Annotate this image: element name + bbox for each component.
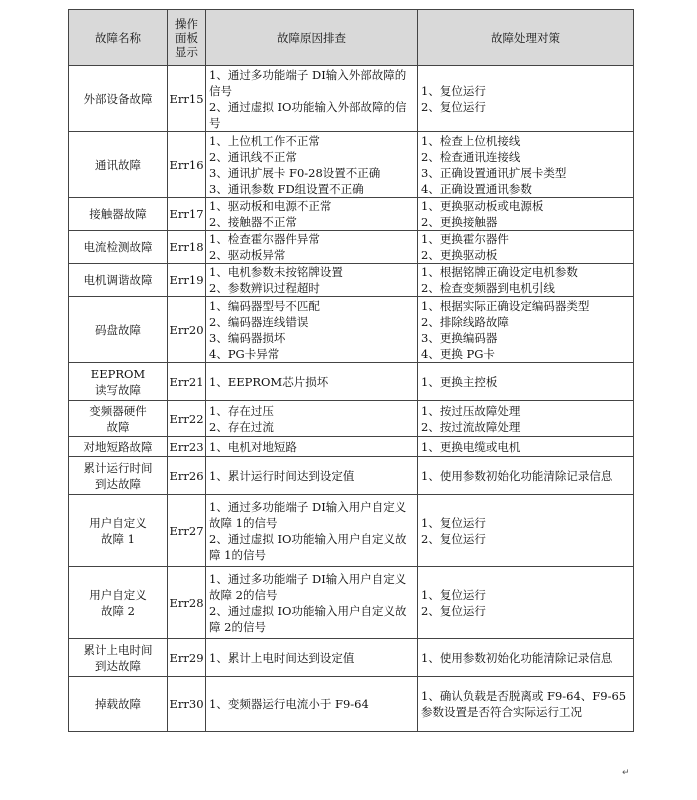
- fault-name-cell: [69, 66, 168, 132]
- solution-item: 1、复位运行: [421, 83, 486, 98]
- cause-cell: [206, 457, 418, 495]
- fault-name-cell: [69, 495, 168, 567]
- solution-item: 1、更换主控板: [421, 374, 498, 389]
- solution-cell: [418, 457, 634, 495]
- table-header-row: [69, 10, 634, 66]
- cause-item: 3、编码器损坏: [209, 330, 286, 345]
- solution-item: 1、更换驱动板或电源板: [421, 199, 544, 213]
- fault-name-cell: [69, 639, 168, 677]
- panel-code-cell: Err16: [168, 132, 206, 198]
- cause-item: 2、存在过流: [209, 419, 274, 434]
- cause-cell: [206, 198, 418, 231]
- solution-item: 3、正确设置通讯扩展卡类型: [421, 165, 567, 180]
- header-solution: 故障处理对策: [418, 10, 634, 66]
- cause-cell: [206, 66, 418, 132]
- fault-name-cell: [69, 457, 168, 495]
- fault-name-line: 到达故障: [95, 476, 141, 491]
- cause-cell: [206, 231, 418, 264]
- cause-item: 3、通讯扩展卡 F0-28设置不正确: [209, 165, 381, 180]
- solution-item: 1、更换电缆或电机: [421, 439, 521, 454]
- cause-item: 2、接触器不正常: [209, 215, 297, 229]
- solution-cell: [418, 437, 634, 457]
- solution-item: 2、复位运行: [421, 99, 486, 114]
- fault-name-cell: [69, 401, 168, 437]
- panel-code-cell: Err18: [168, 231, 206, 264]
- solution-cell: [418, 132, 634, 198]
- panel-code-cell: Err26: [168, 457, 206, 495]
- solution-cell: [418, 639, 634, 677]
- fault-name-line: 接触器故障: [89, 207, 147, 221]
- table-row: [69, 567, 634, 639]
- cause-item: 2、通过虚拟 IO功能输入外部故障的信号: [209, 99, 407, 130]
- cause-item: 1、通过多功能端子 DI输入用户自定义故障 2的信号: [209, 571, 407, 602]
- fault-name-line: 电机调谐故障: [83, 273, 153, 287]
- fault-name-line: 故障: [106, 419, 130, 434]
- fault-name-line: 掉载故障: [95, 697, 141, 711]
- fault-name-line: 读写故障: [95, 382, 141, 397]
- table-row: [69, 363, 634, 401]
- solution-cell: [418, 495, 634, 567]
- fault-name-cell: [69, 198, 168, 231]
- panel-code-cell: Err27: [168, 495, 206, 567]
- solution-cell: [418, 677, 634, 732]
- header-panel-display-line: 面板: [175, 30, 198, 45]
- table-row: [69, 401, 634, 437]
- fault-name-line: EEPROM: [90, 366, 146, 381]
- table-row: [69, 264, 634, 297]
- fault-name-cell: [69, 132, 168, 198]
- header-panel-display-line: 操作: [175, 16, 198, 31]
- solution-cell: [418, 401, 634, 437]
- panel-code-cell: Err19: [168, 264, 206, 297]
- paragraph-mark: ↵: [622, 768, 630, 778]
- solution-item: 1、按过压故障处理: [421, 403, 521, 418]
- table-row: [69, 677, 634, 732]
- cause-item: 2、驱动板异常: [209, 248, 286, 262]
- cause-item: 2、通过虚拟 IO功能输入用户自定义故障 2的信号: [209, 603, 407, 634]
- solution-item: 2、复位运行: [421, 603, 486, 618]
- table-body: [69, 66, 634, 732]
- fault-name-cell: [69, 264, 168, 297]
- table-row: [69, 639, 634, 677]
- cause-item: 1、累计运行时间达到设定值: [209, 468, 355, 483]
- solution-item: 2、按过流故障处理: [421, 419, 521, 434]
- solution-item: 2、更换接触器: [421, 215, 498, 229]
- fault-name-line: 累计运行时间: [83, 460, 153, 475]
- fault-name-line: 电流检测故障: [83, 240, 153, 254]
- fault-name-line: 对地短路故障: [83, 439, 153, 454]
- cause-item: 1、检查霍尔器件异常: [209, 232, 320, 246]
- solution-cell: [418, 567, 634, 639]
- panel-code-cell: Err17: [168, 198, 206, 231]
- header-panel-display-line: 显示: [175, 44, 198, 59]
- table-row: [69, 457, 634, 495]
- fault-name-cell: [69, 231, 168, 264]
- fault-name-cell: [69, 437, 168, 457]
- fault-name-line: 到达故障: [95, 658, 141, 673]
- solution-item: 3、更换编码器: [421, 330, 498, 345]
- cause-item: 2、通过虚拟 IO功能输入用户自定义故障 1的信号: [209, 531, 407, 562]
- solution-item: 2、检查通讯连接线: [421, 149, 521, 164]
- cause-item: 1、EEPROM芯片损坏: [209, 374, 329, 389]
- solution-item: 1、复位运行: [421, 515, 486, 530]
- panel-code-cell: Err29: [168, 639, 206, 677]
- table-row: [69, 297, 634, 363]
- fault-name-line: 外部设备故障: [83, 91, 153, 106]
- fault-name-cell: [69, 677, 168, 732]
- cause-item: 3、通讯参数 FD组设置不正确: [209, 181, 364, 196]
- cause-item: 4、PG卡异常: [209, 346, 280, 361]
- panel-code-cell: Err21: [168, 363, 206, 401]
- solution-item: 1、根据实际正确设定编码器类型: [421, 298, 590, 313]
- fault-name-line: 故障 1: [101, 531, 135, 546]
- cause-cell: [206, 363, 418, 401]
- solution-item: 2、检查变频器到电机引线: [421, 281, 555, 295]
- cause-item: 2、参数辨识过程超时: [209, 281, 320, 295]
- table-row: [69, 231, 634, 264]
- solution-item: 1、更换霍尔器件: [421, 232, 509, 246]
- table-row: [69, 66, 634, 132]
- solution-item: 4、更换 PG卡: [421, 346, 495, 361]
- cause-cell: [206, 132, 418, 198]
- solution-item: 1、使用参数初始化功能清除记录信息: [421, 650, 613, 665]
- fault-name-line: 用户自定义: [89, 515, 147, 530]
- cause-item: 2、通讯线不正常: [209, 149, 297, 164]
- solution-item: 2、排除线路故障: [421, 314, 509, 329]
- fault-name-cell: [69, 567, 168, 639]
- fault-name-line: 用户自定义: [89, 587, 147, 602]
- fault-name-line: 累计上电时间: [83, 642, 153, 657]
- cause-cell: [206, 677, 418, 732]
- fault-name-line: 码盘故障: [95, 322, 141, 337]
- cause-item: 1、通过多功能端子 DI输入用户自定义故障 1的信号: [209, 499, 407, 530]
- table-row: [69, 437, 634, 457]
- solution-item: 1、检查上位机接线: [421, 133, 521, 148]
- solution-cell: [418, 198, 634, 231]
- solution-item: 2、复位运行: [421, 531, 486, 546]
- cause-cell: [206, 264, 418, 297]
- solution-item: 1、确认负载是否脱离或 F9-64、F9-65参数设置是否符合实际运行工况: [421, 689, 627, 719]
- solution-cell: [418, 66, 634, 132]
- table-row: [69, 198, 634, 231]
- cause-cell: [206, 495, 418, 567]
- solution-item: 4、正确设置通讯参数: [421, 181, 532, 196]
- fault-name-line: 通讯故障: [95, 157, 141, 172]
- cause-cell: [206, 437, 418, 457]
- header-cause: 故障原因排查: [206, 10, 418, 66]
- fault-name-line: 故障 2: [101, 603, 135, 618]
- panel-code-cell: Err15: [168, 66, 206, 132]
- cause-item: 1、累计上电时间达到设定值: [209, 650, 355, 665]
- fault-name-line: 变频器硬件: [89, 403, 147, 418]
- solution-item: 1、复位运行: [421, 587, 486, 602]
- panel-code-cell: Err30: [168, 677, 206, 732]
- cause-cell: [206, 639, 418, 677]
- panel-code-cell: Err28: [168, 567, 206, 639]
- fault-name-cell: [69, 363, 168, 401]
- cause-item: 1、变频器运行电流小于 F9-64: [209, 697, 369, 711]
- cause-cell: [206, 567, 418, 639]
- panel-code-cell: Err23: [168, 437, 206, 457]
- cause-item: 2、编码器连线错误: [209, 314, 309, 329]
- header-fault-name: 故障名称: [69, 10, 168, 66]
- cause-cell: [206, 297, 418, 363]
- solution-cell: [418, 297, 634, 363]
- panel-code-cell: Err20: [168, 297, 206, 363]
- cause-item: 1、电机参数未按铭牌设置: [209, 265, 343, 279]
- solution-cell: [418, 363, 634, 401]
- solution-cell: [418, 264, 634, 297]
- solution-item: 2、更换驱动板: [421, 248, 498, 262]
- table-row: [69, 132, 634, 198]
- cause-cell: [206, 401, 418, 437]
- solution-item: 1、使用参数初始化功能清除记录信息: [421, 468, 613, 483]
- fault-name-cell: [69, 297, 168, 363]
- cause-item: 1、电机对地短路: [209, 439, 297, 454]
- fault-code-table: [68, 9, 634, 732]
- solution-item: 1、根据铭牌正确设定电机参数: [421, 265, 578, 279]
- cause-item: 1、编码器型号不匹配: [209, 298, 320, 313]
- cause-item: 1、上位机工作不正常: [209, 133, 320, 148]
- cause-item: 1、驱动板和电源不正常: [209, 199, 332, 213]
- cause-item: 1、通过多功能端子 DI输入外部故障的信号: [209, 67, 407, 98]
- header-panel-display: [168, 10, 206, 66]
- table-row: [69, 495, 634, 567]
- panel-code-cell: Err22: [168, 401, 206, 437]
- solution-cell: [418, 231, 634, 264]
- cause-item: 1、存在过压: [209, 403, 274, 418]
